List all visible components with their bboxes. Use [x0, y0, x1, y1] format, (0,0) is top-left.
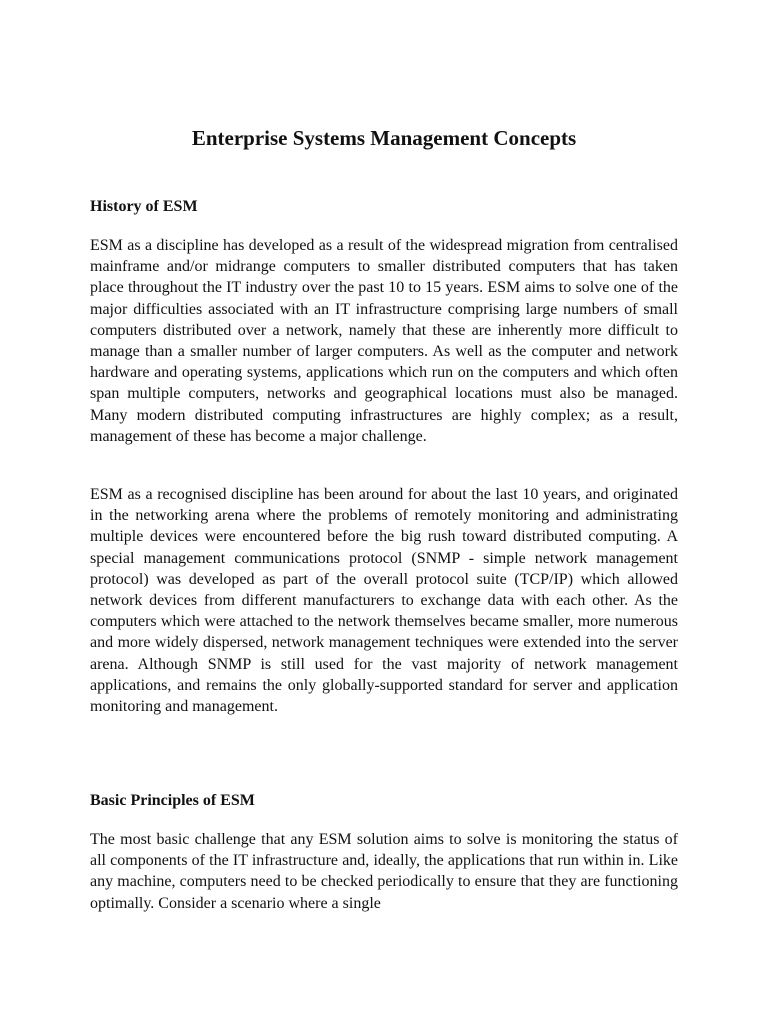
paragraph-history-2: ESM as a recognised discipline has been around for about the last 10 years, and originated in the networking arena where the problems of remotely monitoring and administrating multiple devices were encountered before the big rush toward distributed computing. A special management communications protocol (SNMP - simple network management protocol) was developed as part of the overall protocol suite (TCP/IP) which allowed network devices from different manufacturers to exchange data with each other. As the computers which were attached to the network themselves became smaller, more numerous and more widely dispersed, network management techniques were extended into the server arena. Although SNMP is still used for the vast majority of network management applications, and remains the only globally-supported standard for server and application monitoring and management.	[90, 486, 678, 716]
section-heading-history: History of ESM	[90, 198, 198, 215]
document-title: Enterprise Systems Management Concepts	[191, 126, 577, 150]
section-heading-basic-principles: Basic Principles of ESM	[90, 792, 255, 809]
paragraph-basic-principles-1: The most basic challenge that any ESM solution aims to solve is monitoring the status of all components of the IT infrastructure and, ideally, the applications that run within in. Like any machine, computers need to be checked periodically to ensure that they are functioning optimally. Consider a scenario where a single	[90, 831, 678, 912]
paragraph-history-1: ESM as a discipline has developed as a result of the widespread migration from centralised mainframe and/or midrange computers to smaller distributed computers that has taken place throughout the IT industry over the past 10 to 15 years. ESM aims to solve one of the major difficulties associated with an IT infrastructure comprising large numbers of small computers distributed over a network, namely that these are inherently more difficult to manage than a smaller number of larger computers. As well as the computer and network hardware and operating systems, applications which run on the computers and which often span multiple computers, networks and geographical locations must also be managed. Many modern distributed computing infrastructures are highly complex; as a result, management of these has become a major challenge.	[90, 237, 678, 445]
